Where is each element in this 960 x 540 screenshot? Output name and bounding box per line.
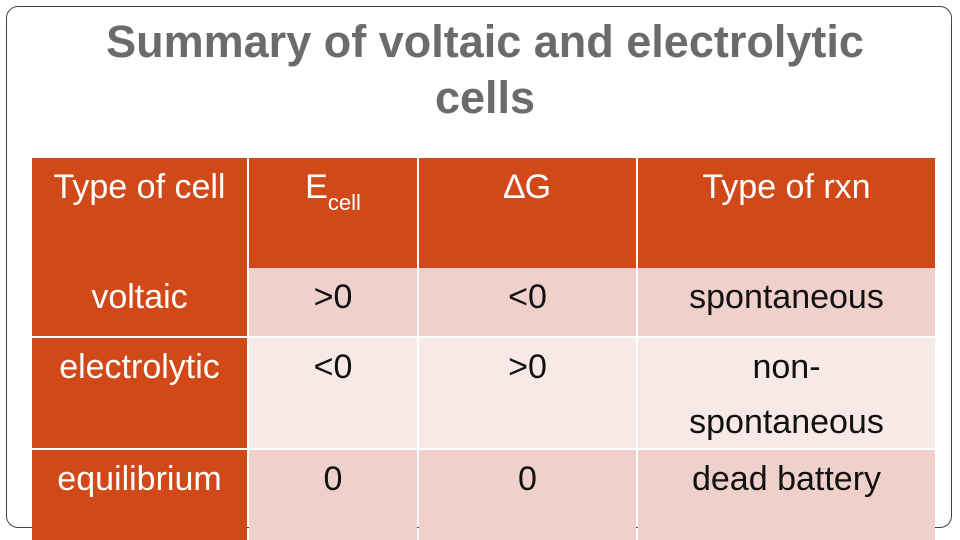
row-voltaic-dg: <0 <box>419 268 636 336</box>
header-ecell-label: $E_{cell}$ <box>305 168 361 216</box>
header-type-of-cell-label: Type of cell <box>53 168 226 206</box>
header-type-of-rxn-label: Type of rxn <box>702 168 871 206</box>
row-voltaic-type: voltaic <box>32 268 247 336</box>
header-type-of-rxn <box>638 158 935 268</box>
header-type-of-cell <box>32 158 247 268</box>
row-electrolytic-type: electrolytic <box>32 338 247 448</box>
row-equilibrium-rxn: dead battery <box>638 450 935 540</box>
row-voltaic-ecell: >0 <box>249 268 417 336</box>
row-equilibrium-dg: 0 <box>419 450 636 540</box>
header-delta-g <box>419 158 636 268</box>
row-electrolytic-dg: >0 <box>419 338 636 448</box>
row-equilibrium-ecell: 0 <box>249 450 417 540</box>
row-electrolytic-rxn: non-spontaneous <box>638 338 935 448</box>
header-ecell <box>249 158 417 268</box>
row-voltaic-rxn: spontaneous <box>638 268 935 336</box>
slide-title: Summary of voltaic and electrolytic cells <box>106 16 864 123</box>
header-delta-g-label: ∆G <box>503 168 552 206</box>
row-equilibrium-type: equilibrium <box>32 450 247 540</box>
row-electrolytic-ecell: <0 <box>249 338 417 448</box>
